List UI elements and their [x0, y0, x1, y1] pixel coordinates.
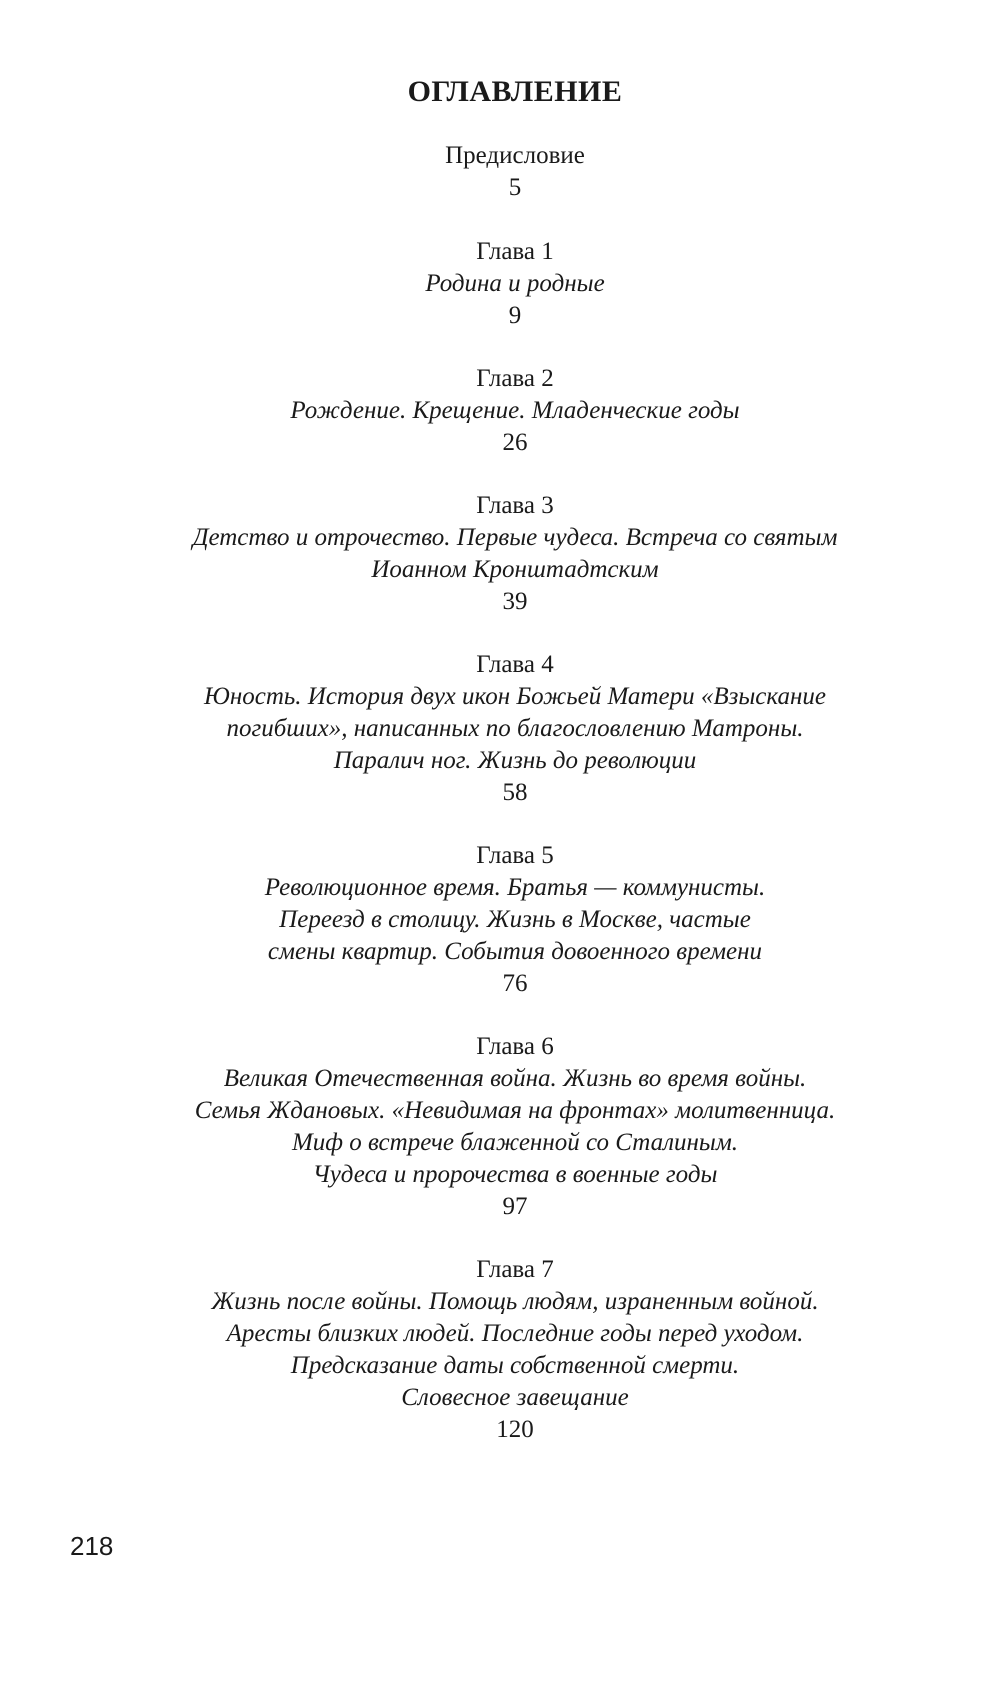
entry-page: 9: [508, 302, 522, 329]
entry-page: 97: [502, 1193, 528, 1220]
entry-title-line: Великая Отечественная война. Жизнь во время войны.: [223, 1065, 807, 1092]
entry-title-line: Предсказание даты собственной смерти.: [290, 1352, 740, 1379]
entry-title-line: Жизнь после войны. Помощь людям, израненным войной.: [211, 1288, 819, 1315]
entry-title-line: погибших», написанных по благословлению Матроны.: [226, 715, 804, 742]
entry-title-line: Родина и родные: [425, 270, 605, 297]
entry-title-line: Рождение. Крещение. Младенческие годы: [290, 397, 740, 424]
entry-title-line: Юность. История двух икон Божьей Матери «Взыскание: [204, 683, 826, 710]
entry-page: 39: [502, 588, 528, 615]
page-title: ОГЛАВЛЕНИЕ: [407, 75, 623, 108]
entry-page: 5: [508, 174, 522, 201]
entry-title-line: Детство и отрочество. Первые чудеса. Встреча со святым: [192, 524, 838, 551]
entry-title-line: Миф о встрече блаженной со Сталиным.: [291, 1129, 739, 1156]
entry-page: 58: [502, 779, 528, 806]
entry-title-line: Аресты близких людей. Последние годы перед уходом.: [226, 1320, 804, 1347]
entry-label: Глава 6: [476, 1033, 554, 1060]
entry-label: Предисловие: [445, 142, 585, 169]
entry-label: Глава 7: [476, 1256, 554, 1283]
page-number: 218: [70, 1531, 114, 1561]
entry-title-line: Иоанном Кронштадтским: [371, 556, 659, 583]
entry-label: Глава 1: [476, 238, 554, 265]
entry-title-line: Паралич ног. Жизнь до революции: [333, 747, 697, 774]
entry-title-line: Семья Ждановых. «Невидимая на фронтах» молитвенница.: [194, 1097, 836, 1124]
entry-title-line: смены квартир. События довоенного времени: [267, 938, 763, 965]
entry-page: 120: [496, 1416, 534, 1443]
entry-title-line: Словесное завещание: [401, 1384, 629, 1411]
entry-title-line: Переезд в столицу. Жизнь в Москве, частые: [279, 906, 751, 933]
entry-label: Глава 5: [476, 842, 554, 869]
entry-page: 26: [502, 429, 528, 456]
entry-title-line: Чудеса и пророчества в военные годы: [312, 1161, 718, 1188]
entry-label: Глава 2: [476, 365, 554, 392]
entry-label: Глава 3: [476, 492, 554, 519]
entry-title-line: Революционное время. Братья — коммунисты.: [264, 874, 766, 901]
entry-label: Глава 4: [476, 651, 554, 678]
entry-page: 76: [502, 970, 528, 997]
